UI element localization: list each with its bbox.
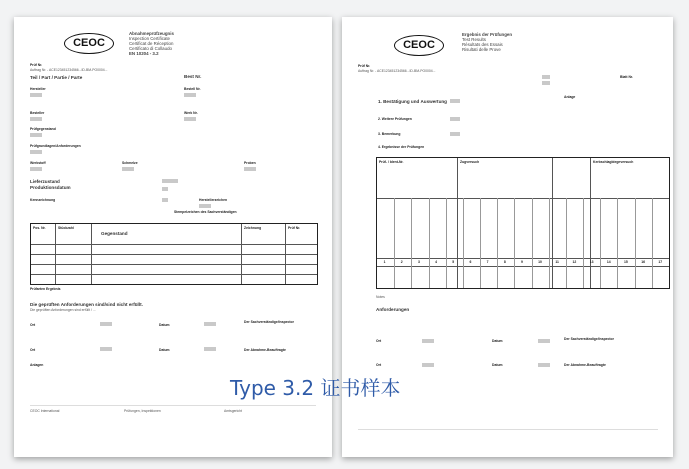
p2-ort-field xyxy=(422,339,434,343)
footer-divider xyxy=(30,405,316,406)
werk-label: Werk Nr. xyxy=(184,111,198,115)
bestell-label: Best Nr. xyxy=(184,74,202,79)
produktionsdatum-field xyxy=(162,187,168,191)
p2-ort2-label: Ort xyxy=(376,363,382,367)
ceoc-logo: CEOC xyxy=(64,33,114,54)
blatt-field-1 xyxy=(542,75,550,79)
column-divider xyxy=(429,198,430,288)
stempel2-label: Der Abnahme-Beauftragte xyxy=(244,348,286,352)
pruefgrundlagen-field xyxy=(30,150,42,154)
werk-field xyxy=(184,117,196,121)
column-number: 16 xyxy=(641,260,646,264)
werkstoff-label: Werkstoff xyxy=(30,161,46,165)
pruef-nr-label: Prüf Nr. xyxy=(30,63,43,67)
col-zeichnung: Zeichnung xyxy=(244,226,262,230)
anlage-label: Anlage xyxy=(564,95,576,99)
column-divider xyxy=(497,198,498,288)
p2-sachverstaendige: Der Sachverständige/Inspector xyxy=(564,337,614,341)
p2-stempel: Der Abnahme-Beauftragte xyxy=(564,363,606,367)
section-1-field xyxy=(450,99,460,103)
column-number: 12 xyxy=(572,260,577,264)
col-pruefnr: Prüf Nr. xyxy=(288,226,301,230)
column-number: 9 xyxy=(521,260,523,264)
werkstoff-field xyxy=(30,167,42,171)
column-divider xyxy=(394,198,395,288)
section-1: 1. Bestätigung und Auswertung xyxy=(378,99,447,104)
ort2-label: Ort xyxy=(30,348,36,352)
column-number: 15 xyxy=(624,260,628,264)
column-number: 10 xyxy=(538,260,542,264)
col-gegenstand: Gegenstand xyxy=(101,231,128,236)
column-divider xyxy=(411,198,412,288)
anforderungen-note: Die geprüften Anforderungen sind erfüllt / ... xyxy=(30,308,96,312)
blatt-field-2 xyxy=(542,81,550,85)
anforderungen-label: Die geprüften Anforderungen sind/sind nicht erfüllt. xyxy=(30,302,143,307)
besteller-field xyxy=(30,117,42,121)
p2-ort-label: Ort xyxy=(376,339,382,343)
herstellerzeichen-field xyxy=(199,204,211,208)
datum-field xyxy=(204,322,216,326)
column-number: 8 xyxy=(503,260,506,264)
column-number: 13 xyxy=(589,260,594,264)
schmelze-label: Schmelze xyxy=(122,161,138,165)
ceoc-logo-2: CEOC xyxy=(394,35,444,56)
besteller-label: Besteller xyxy=(30,111,45,115)
blatt-label: Blatt Nr. xyxy=(620,75,633,79)
column-divider xyxy=(583,198,584,288)
caption: Type 3.2 证书样本 xyxy=(230,376,401,400)
section-3: 3. Bemerkung xyxy=(378,132,401,136)
pruefarten-label: Prüfarten Ergebnis xyxy=(30,287,61,291)
column-number: 4 xyxy=(435,260,437,264)
p2-datum2-field xyxy=(538,363,550,367)
ort-label: Ort xyxy=(30,323,36,327)
title-en: Inspection Certificate xyxy=(129,36,170,41)
title-norm: EN 10204 - 3.2 xyxy=(129,51,159,56)
p2-datum-field xyxy=(538,339,550,343)
column-number: 5 xyxy=(452,260,455,264)
p2-title-fr: Résultats des Essais xyxy=(462,42,503,47)
p2-order-line: Auftrag Nr. - ACE123451234566...ID-BM-PO0004... xyxy=(358,69,436,73)
schmelze-field xyxy=(122,167,134,171)
footer-2: Prüfungen, Inspektionen xyxy=(124,409,161,413)
column-divider xyxy=(652,198,653,288)
column-divider xyxy=(549,198,550,288)
results-table xyxy=(376,157,670,289)
probe-field xyxy=(244,167,256,171)
title-it: Certificato di Collaudo xyxy=(129,46,172,51)
produktionsdatum-label: Produktionsdatum xyxy=(30,185,71,190)
column-divider xyxy=(635,198,636,288)
column-number: 6 xyxy=(469,260,472,264)
stempel-label: Stempelzeichen des Sachverständigen xyxy=(174,210,237,214)
bestell2-label: Bestell Nr. xyxy=(184,87,201,91)
kennzeichnung-label: Kennzeichnung xyxy=(30,198,56,202)
section-3-field xyxy=(450,132,460,136)
datum2-field xyxy=(204,347,216,351)
hersteller-label: Hersteller xyxy=(30,87,46,91)
notes-line: Notes xyxy=(376,295,385,299)
items-table xyxy=(30,223,318,285)
column-divider xyxy=(617,198,618,288)
footer-1: CEOC International xyxy=(30,409,60,413)
kennzeichnung-field xyxy=(162,198,168,202)
title-de: Abnahmeprüfzeugnis xyxy=(129,31,174,36)
datum2-label: Datum xyxy=(159,348,170,352)
footer-3: Amtsgericht xyxy=(224,409,242,413)
pruefgegenstand-field xyxy=(30,133,42,137)
p2-title-de: Ergebnis der Prüfungen xyxy=(462,32,513,37)
sachverstaendige-label: Der Sachverständige/Inspector xyxy=(244,320,294,324)
col-stueck: Stückzahl xyxy=(58,226,74,230)
ort-field xyxy=(100,322,112,326)
p2-title-it: Risultati delle Prove xyxy=(462,47,501,52)
hersteller-field xyxy=(30,93,42,97)
column-number: 7 xyxy=(486,260,489,264)
anlagen-label: Anlagen xyxy=(30,363,44,367)
pruefgegenstand-label: Prüfgegenstand xyxy=(30,127,56,131)
datum-label: Datum xyxy=(159,323,170,327)
th-zug: Zugversuch xyxy=(460,160,480,164)
column-divider xyxy=(480,198,481,288)
column-number: 11 xyxy=(555,260,559,264)
section-2-field xyxy=(450,117,460,121)
column-number: 17 xyxy=(658,260,663,264)
column-divider xyxy=(600,198,601,288)
p2-datum-label: Datum xyxy=(492,339,503,343)
section-4: 4. Ergebnisse der Prüfungen xyxy=(378,145,425,149)
bestell2-field xyxy=(184,93,196,97)
column-number: 1 xyxy=(383,260,386,264)
col-pos: Pos. Nr. xyxy=(33,226,46,230)
column-divider xyxy=(532,198,533,288)
p2-footer-divider xyxy=(358,429,658,430)
p2-title-en: Test Results xyxy=(462,37,486,42)
teil-label: Teil / Part / Partie / Parte xyxy=(30,75,83,80)
herstellerzeichen-label: Herstellerzeichen xyxy=(199,198,228,202)
ort2-field xyxy=(100,347,112,351)
p2-ort2-field xyxy=(422,363,434,367)
p2-anforderungen: Anforderungen xyxy=(376,307,410,312)
column-number: 3 xyxy=(417,260,420,264)
pruefgrundlagen-label: Prüfgrundlagen/Anforderungen xyxy=(30,144,81,148)
column-divider xyxy=(566,198,567,288)
probe-label: Proben xyxy=(244,161,256,165)
p2-datum2-label: Datum xyxy=(492,363,503,367)
column-divider xyxy=(446,198,447,288)
lieferzustand-label: Lieferzustand xyxy=(30,179,60,184)
section-2: 2. Weitere Prüfungen xyxy=(378,117,412,121)
order-line: Auftrag Nr. - ACE123451234566...ID-BM-PO0004... xyxy=(30,68,108,72)
title-fr: Certificat de Réception xyxy=(129,41,174,46)
column-divider xyxy=(514,198,515,288)
th-kerb: Kerbschlagbiegeversuch xyxy=(593,160,634,164)
p2-pruef-label: Prüf Nr. xyxy=(358,64,371,68)
column-number: 14 xyxy=(606,260,611,264)
lieferzustand-field xyxy=(162,179,178,183)
column-number: 2 xyxy=(400,260,403,264)
column-divider xyxy=(463,198,464,288)
th-ident: Prüf- / Ident-Nr. xyxy=(379,160,404,164)
